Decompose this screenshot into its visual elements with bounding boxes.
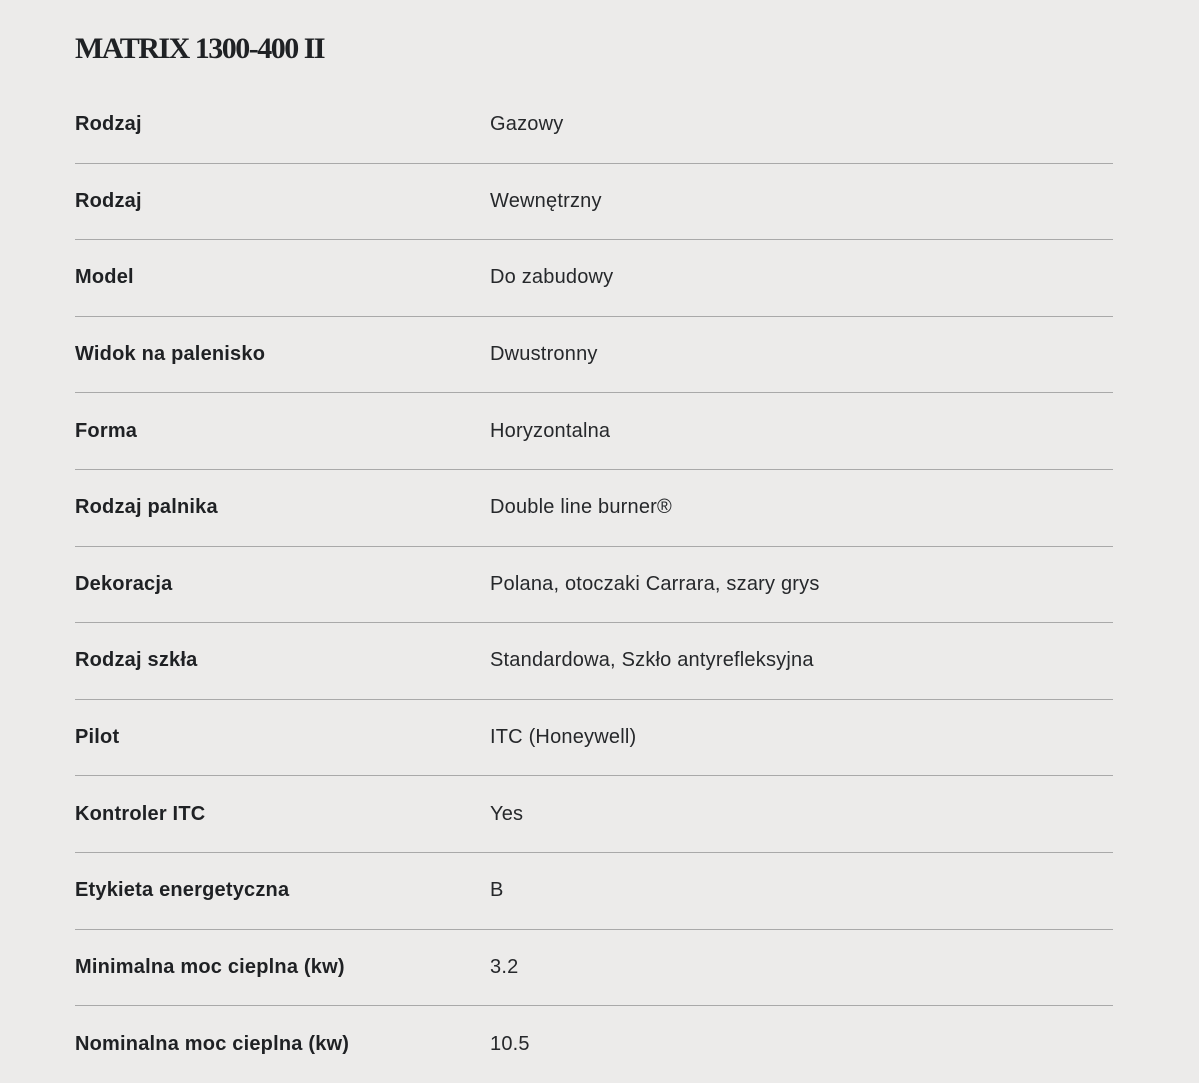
spec-value: 3.2 bbox=[490, 955, 519, 978]
spec-row bbox=[75, 164, 1113, 241]
spec-row bbox=[75, 930, 1113, 1007]
spec-label: Widok na palenisko bbox=[75, 343, 266, 366]
spec-value: Gazowy bbox=[490, 113, 564, 136]
spec-row bbox=[75, 1006, 1113, 1083]
spec-value: ITC (Honeywell) bbox=[490, 726, 637, 749]
spec-value: Double line burner® bbox=[490, 496, 672, 519]
spec-value: 10.5 bbox=[490, 1032, 530, 1055]
spec-label: Minimalna moc cieplna (kw) bbox=[75, 955, 345, 978]
spec-label: Rodzaj szkła bbox=[75, 649, 198, 672]
spec-row bbox=[75, 853, 1113, 930]
spec-value: Standardowa, Szkło antyrefleksyjna bbox=[490, 649, 814, 672]
spec-value: Do zabudowy bbox=[490, 266, 614, 289]
spec-label: Rodzaj palnika bbox=[75, 496, 218, 519]
spec-row bbox=[75, 623, 1113, 700]
spec-row bbox=[75, 547, 1113, 624]
spec-label: Forma bbox=[75, 419, 138, 442]
product-title: MATRIX 1300-400 II bbox=[75, 32, 325, 65]
spec-row bbox=[75, 470, 1113, 547]
spec-label: Rodzaj bbox=[75, 113, 142, 136]
spec-value: Polana, otoczaki Carrara, szary grys bbox=[490, 572, 820, 595]
spec-row bbox=[75, 317, 1113, 394]
spec-value: Dwustronny bbox=[490, 343, 598, 366]
spec-label: Model bbox=[75, 266, 134, 289]
spec-label: Pilot bbox=[75, 726, 120, 749]
spec-label: Kontroler ITC bbox=[75, 802, 206, 825]
spec-row bbox=[75, 776, 1113, 853]
spec-row bbox=[75, 87, 1113, 164]
spec-row bbox=[75, 240, 1113, 317]
spec-label: Rodzaj bbox=[75, 189, 142, 212]
spec-label: Etykieta energetyczna bbox=[75, 879, 290, 902]
specifications-table bbox=[75, 87, 1113, 1083]
spec-value: Horyzontalna bbox=[490, 419, 611, 442]
spec-row bbox=[75, 393, 1113, 470]
spec-label: Dekoracja bbox=[75, 572, 173, 595]
spec-row bbox=[75, 700, 1113, 777]
spec-value: Wewnętrzny bbox=[490, 189, 602, 212]
spec-value: B bbox=[490, 879, 504, 902]
spec-label: Nominalna moc cieplna (kw) bbox=[75, 1032, 350, 1055]
spec-value: Yes bbox=[490, 802, 524, 825]
